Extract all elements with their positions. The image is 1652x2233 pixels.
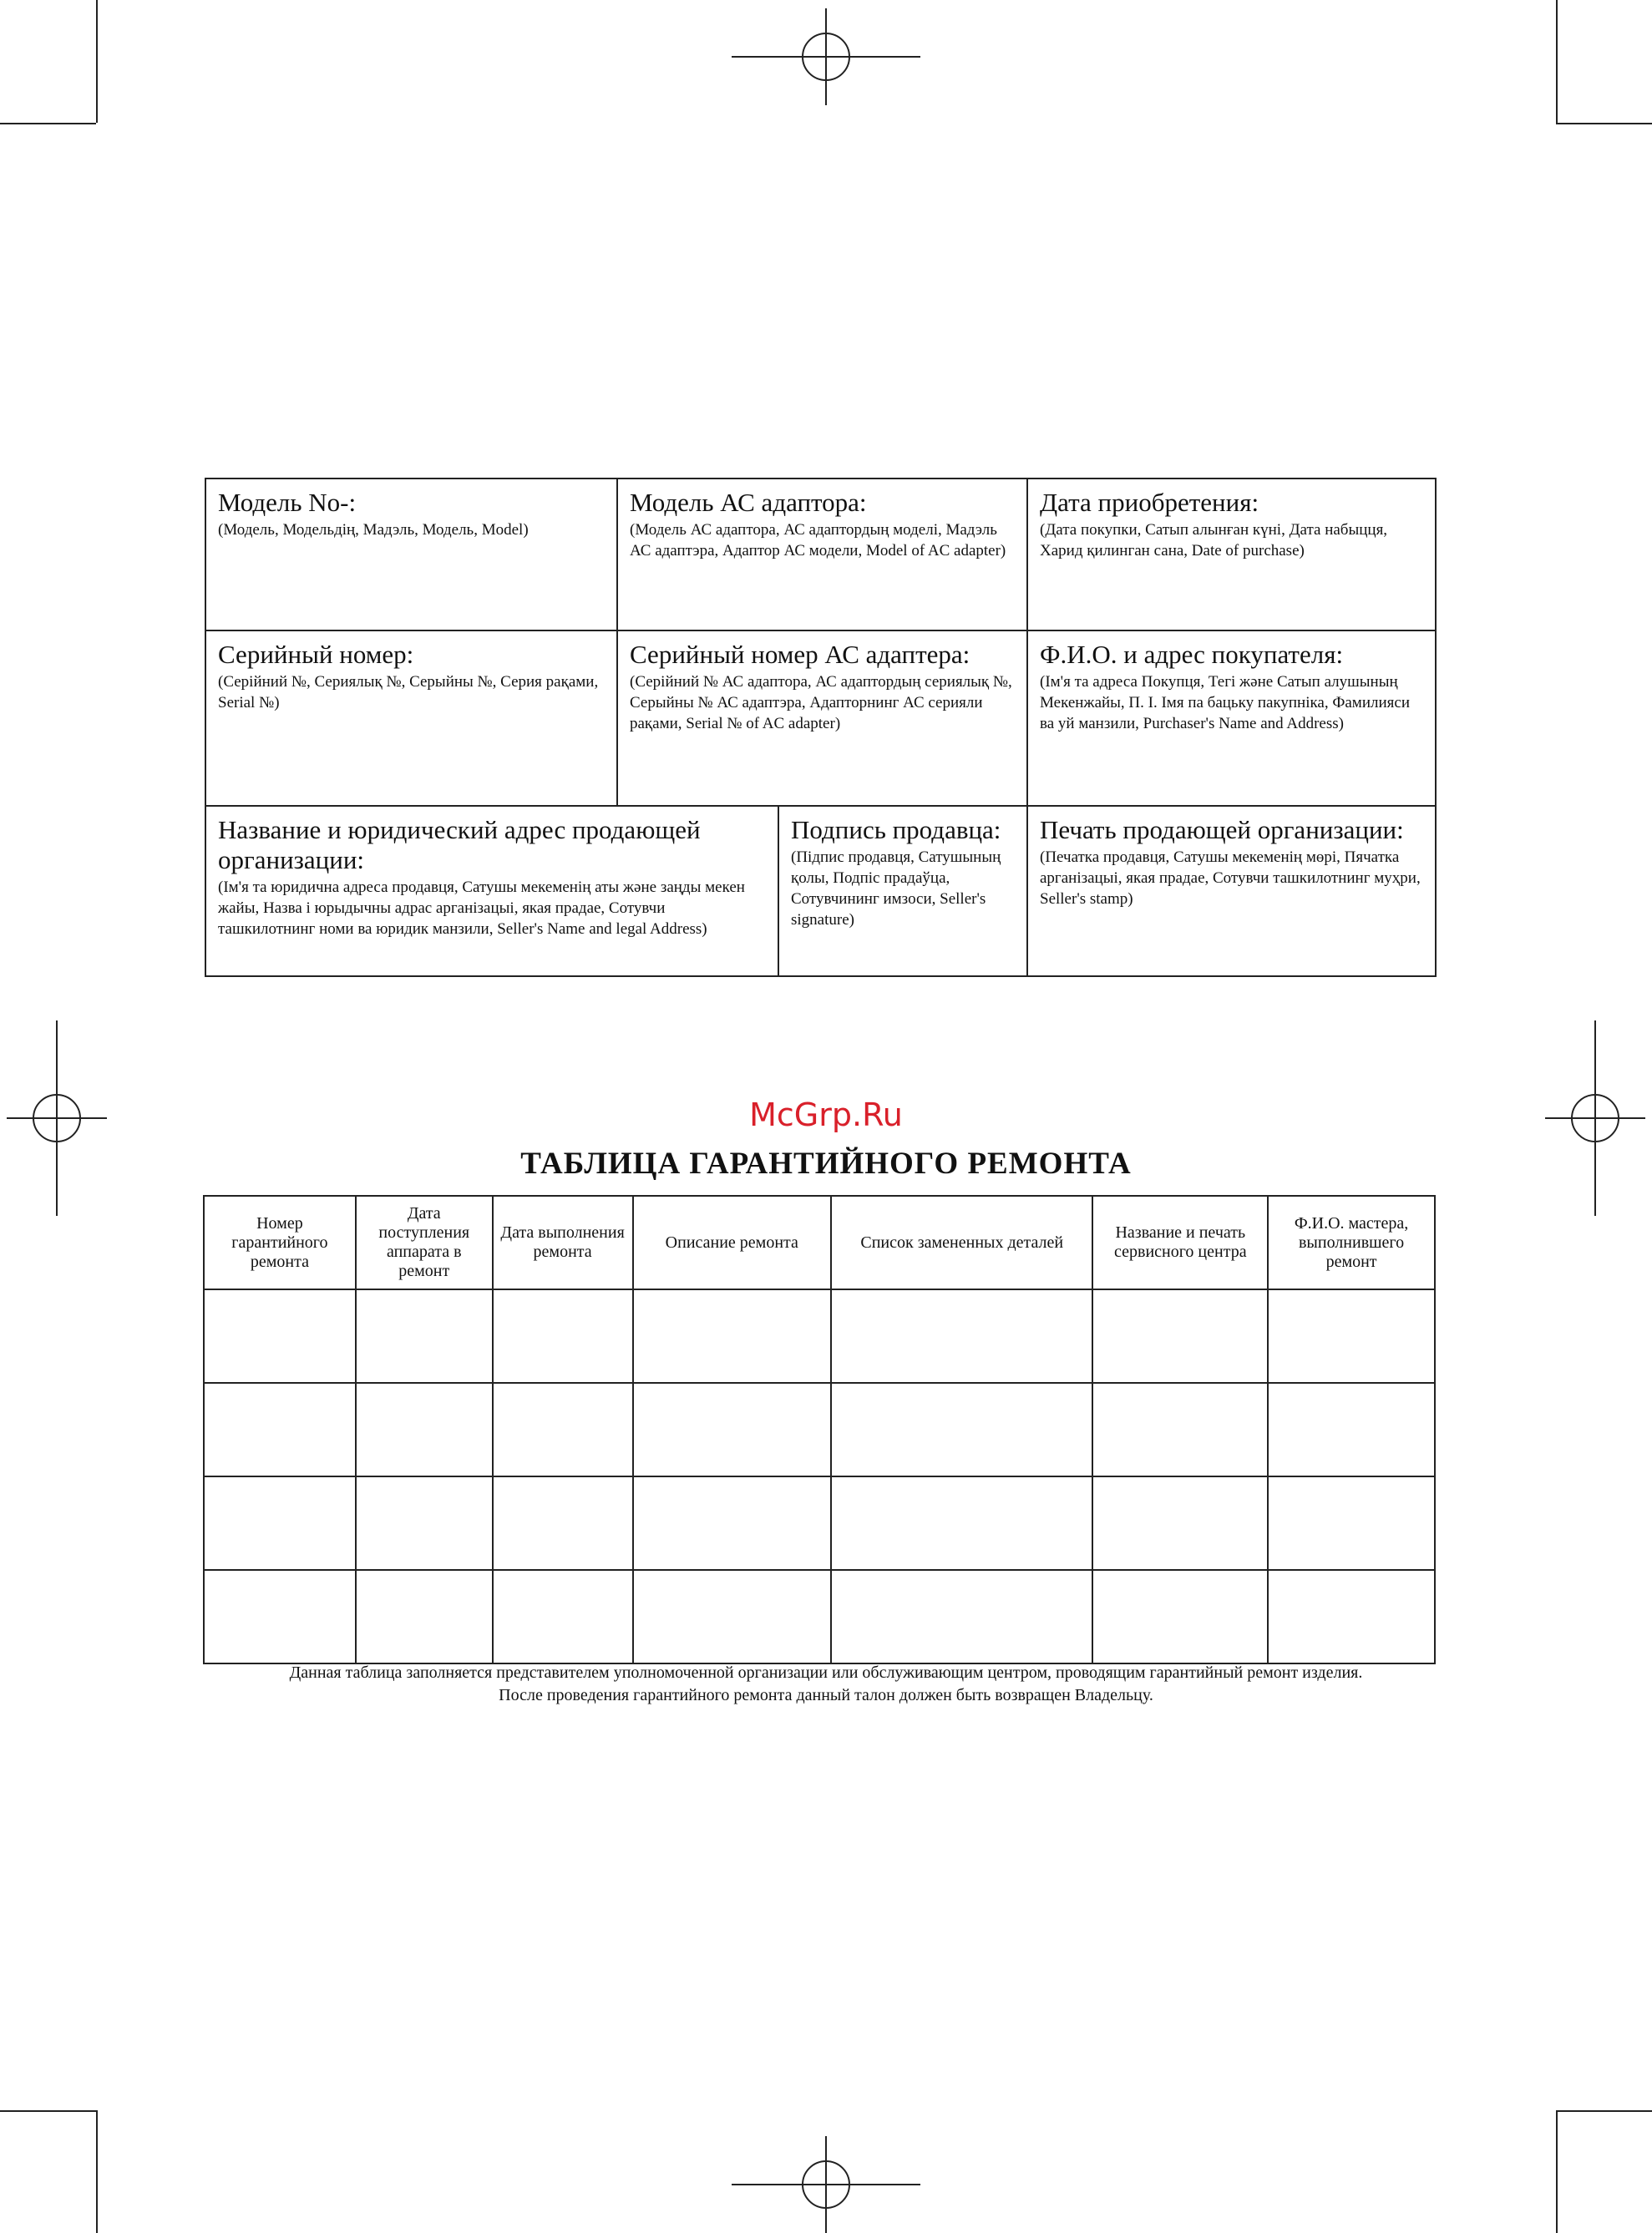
table-cell[interactable] xyxy=(633,1383,832,1476)
purchase-date-field[interactable] xyxy=(1028,479,1435,630)
column-header: Дата выполнения ремонта xyxy=(493,1196,633,1289)
column-header: Название и печать сервисного центра xyxy=(1092,1196,1268,1289)
seller-stamp-label: Печать продающей организации: xyxy=(1040,815,1404,844)
table-cell[interactable] xyxy=(493,1476,633,1570)
table-cell[interactable] xyxy=(831,1383,1092,1476)
purchase-date-label: Дата приобретения: xyxy=(1040,488,1259,517)
table-cell[interactable] xyxy=(1268,1289,1435,1383)
crop-mark xyxy=(0,2110,96,2112)
crop-mark xyxy=(1556,2110,1558,2233)
model-translations: (Модель, Модельдің, Мадэль, Модель, Model) xyxy=(218,521,529,539)
table-cell[interactable] xyxy=(204,1289,356,1383)
table-cell[interactable] xyxy=(493,1570,633,1663)
column-header: Описание ремонта xyxy=(633,1196,832,1289)
table-cell[interactable] xyxy=(356,1570,493,1663)
adapter-model-field[interactable] xyxy=(618,479,1026,630)
table-cell[interactable] xyxy=(493,1383,633,1476)
column-header: Ф.И.О. мастера, выполнившего ремонт xyxy=(1268,1196,1435,1289)
table-cell[interactable] xyxy=(356,1289,493,1383)
table-cell[interactable] xyxy=(633,1570,832,1663)
table-cell[interactable] xyxy=(1268,1570,1435,1663)
table-cell[interactable] xyxy=(633,1289,832,1383)
seller-stamp-field[interactable] xyxy=(1028,807,1435,977)
seller-signature-translations: (Підпис продавця, Сатушының қолы, Подпіс прадаўца, Сотувчининг имзоси, Seller's signature) xyxy=(791,848,1001,929)
table-cell[interactable] xyxy=(1092,1570,1268,1663)
table-cell[interactable] xyxy=(1092,1289,1268,1383)
crop-mark xyxy=(96,0,98,123)
registration-mark-bottom xyxy=(732,2136,920,2233)
serial-label: Серийный номер: xyxy=(218,640,414,669)
table-header-row xyxy=(204,1196,1435,1289)
warranty-info-form xyxy=(205,478,1437,977)
seller-signature-field[interactable] xyxy=(779,807,1026,977)
table-cell[interactable] xyxy=(204,1476,356,1570)
serial-field[interactable] xyxy=(206,631,616,805)
buyer-field[interactable] xyxy=(1028,631,1435,805)
watermark: McGrp.Ru xyxy=(749,1096,903,1133)
table-cell[interactable] xyxy=(356,1476,493,1570)
serial-translations: (Серійний №, Сериялық №, Серыйны №, Серия рақами, Serial №) xyxy=(218,673,599,711)
adapter-model-label: Модель АС адаптора: xyxy=(630,488,867,517)
crop-mark xyxy=(1556,0,1558,123)
repair-table xyxy=(203,1195,1436,1664)
table-cell[interactable] xyxy=(1268,1383,1435,1476)
table-cell[interactable] xyxy=(204,1570,356,1663)
table-row xyxy=(204,1383,1435,1476)
buyer-translations: (Ім'я та адреса Покупця, Тегі және Сатып алушының Мекенжайы, П. І. Імя па бацьку пакупніка, Фамилияси ва уй манзили, Purchaser's Name and Address) xyxy=(1040,673,1410,732)
table-cell[interactable] xyxy=(1268,1476,1435,1570)
table-cell[interactable] xyxy=(1092,1383,1268,1476)
crop-mark xyxy=(0,123,96,124)
footnote-line: Данная таблица заполняется представителем уполномоченной организации или обслуживающим центром, проводящим гарантийный ремонт изделия. xyxy=(289,1663,1363,1682)
seller-org-translations: (Ім'я та юридична адреса продавця, Сатушы мекеменің аты және заңды мекен жайы, Назва і юрыдычны адрас арганізацыі, якая прадае, Сотувчи ташкилотнинг номи ва юридик манзили, Seller's Name and legal Address) xyxy=(218,879,745,938)
column-header: Номер гарантийного ремонта xyxy=(204,1196,356,1289)
table-row xyxy=(204,1289,1435,1383)
purchase-date-translations: (Дата покупки, Сатып алынған күні, Дата набыцця, Харид қилинган сана, Date of purchase) xyxy=(1040,521,1388,560)
footnote-line: После проведения гарантийного ремонта данный талон должен быть возвращен Владельцу. xyxy=(499,1686,1153,1704)
buyer-label: Ф.И.О. и адрес покупателя: xyxy=(1040,640,1344,669)
table-cell[interactable] xyxy=(356,1383,493,1476)
table-cell[interactable] xyxy=(1092,1476,1268,1570)
seller-signature-label: Подпись продавца: xyxy=(791,815,1001,844)
column-header: Список замененных деталей xyxy=(831,1196,1092,1289)
seller-org-label: Название и юридический адрес продающей организации: xyxy=(218,815,701,874)
table-row xyxy=(204,1476,1435,1570)
adapter-serial-label: Серийный номер АС адаптера: xyxy=(630,640,970,669)
model-field[interactable] xyxy=(206,479,616,630)
table-row xyxy=(204,1570,1435,1663)
table-cell[interactable] xyxy=(831,1570,1092,1663)
column-header: Дата поступления аппарата в ремонт xyxy=(356,1196,493,1289)
table-cell[interactable] xyxy=(493,1289,633,1383)
table-cell[interactable] xyxy=(633,1476,832,1570)
crop-mark xyxy=(1556,123,1652,124)
repair-table-title: ТАБЛИЦА ГАРАНТИЙНОГО РЕМОНТА xyxy=(520,1147,1132,1181)
crop-mark xyxy=(96,2110,98,2233)
model-label: Модель No-: xyxy=(218,488,357,517)
seller-org-field[interactable] xyxy=(206,807,778,977)
adapter-serial-translations: (Серійний № АС адаптора, АС адаптордың сериялық №, Серыйны № АС адаптэра, Адапторнинг АС серияли рақами, Serial № of AC adapter) xyxy=(630,673,1012,732)
table-cell[interactable] xyxy=(204,1383,356,1476)
table-cell[interactable] xyxy=(831,1476,1092,1570)
adapter-serial-field[interactable] xyxy=(618,631,1026,805)
adapter-model-translations: (Модель АС адаптора, АС адаптордың моделі, Мадэль АС адаптэра, Адаптор АС модели, Model of AC adapter) xyxy=(630,521,1006,560)
table-cell[interactable] xyxy=(831,1289,1092,1383)
registration-mark-top xyxy=(732,8,920,105)
seller-stamp-translations: (Печатка продавця, Сатушы мекеменің мөрі, Пячатка арганізацыі, якая прадае, Сотувчи ташкилотнинг муҳри, Seller's stamp) xyxy=(1040,848,1421,908)
footnote xyxy=(167,1662,1485,1707)
crop-mark xyxy=(1556,2110,1652,2112)
